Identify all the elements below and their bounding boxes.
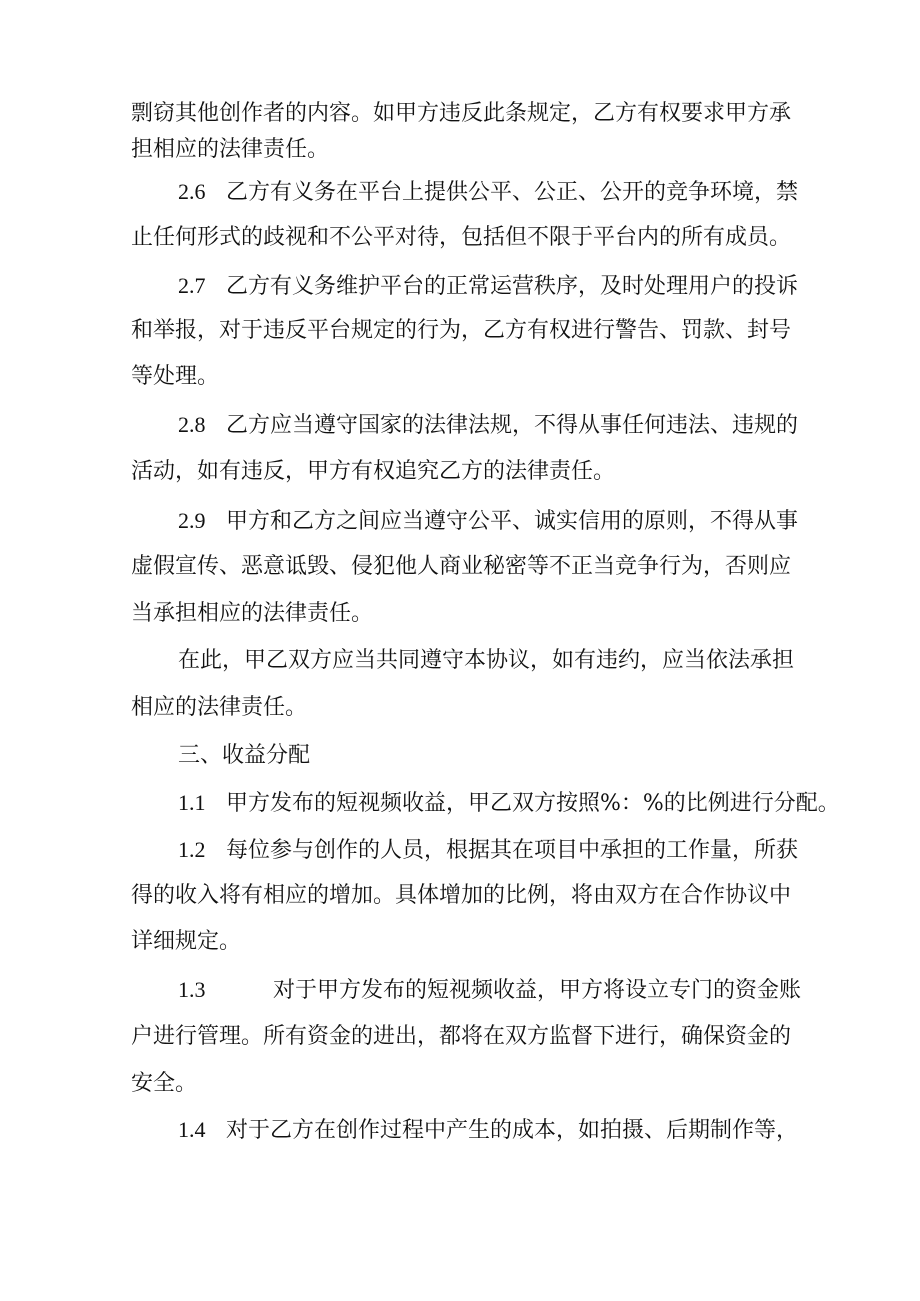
clause-text: 乙方有义务维护平台的正常运营秩序，及时处理用户的投诉	[226, 274, 799, 299]
clause-number: 2.6	[178, 179, 206, 204]
clause-text: 乙方应当遵守国家的法律法规，不得从事任何违法、违规的	[226, 413, 799, 438]
text-line: 得的收入将有相应的增加。具体增加的比例，将由双方在合作协议中	[131, 883, 792, 908]
clause-1-1	[0, 783, 840, 823]
text-line: 活动，如有违反，甲方有权追究乙方的法律责任。	[131, 459, 616, 484]
clause-2-9	[0, 501, 799, 541]
clause-number: 2.7	[178, 273, 206, 298]
clause-1-3	[0, 970, 802, 1010]
text-line: 等处理。	[131, 364, 220, 389]
clause-1-2	[0, 830, 799, 870]
text-line: 和举报，对于违反平台规定的行为，乙方有权进行警告、罚款、封号	[131, 318, 792, 343]
clause-2-7	[0, 266, 799, 306]
clause-text: 对于乙方在创作过程中产生的成本，如拍摄、后期制作等，	[226, 1118, 799, 1143]
clause-number: 2.9	[178, 508, 206, 533]
clause-number: 2.8	[178, 412, 206, 437]
text-line: 安全。	[131, 1071, 198, 1096]
clause-number: 1.2	[178, 837, 206, 862]
text-line: 剽窃其他创作者的内容。如甲方违反此条规定，乙方有权要求甲方承	[131, 101, 792, 126]
text-line: 担相应的法律责任。	[131, 137, 330, 162]
clause-text: 甲方发布的短视频收益，甲乙双方按照%：%的比例进行分配。	[226, 791, 840, 816]
clause-number: 1.1	[178, 790, 206, 815]
text-line: 当承担相应的法律责任。	[131, 601, 374, 626]
clause-text: 对于甲方发布的短视频收益，甲方将设立专门的资金账	[273, 978, 802, 1003]
text-line: 止任何形式的歧视和不公平对待，包括但不限于平台内的所有成员。	[131, 225, 792, 250]
clause-number: 1.3	[178, 977, 206, 1002]
clause-text: 甲方和乙方之间应当遵守公平、诚实信用的原则，不得从事	[226, 509, 799, 534]
section-heading: 三、收益分配	[178, 743, 311, 768]
text-line: 相应的法律责任。	[131, 695, 308, 720]
text-line: 户进行管理。所有资金的进出，都将在双方监督下进行，确保资金的	[131, 1024, 792, 1049]
clause-2-8	[0, 405, 799, 445]
clause-number: 1.4	[178, 1117, 206, 1142]
text-line: 在此，甲乙双方应当共同遵守本协议，如有违约，应当依法承担	[178, 648, 795, 673]
clause-text: 每位参与创作的人员，根据其在项目中承担的工作量，所获	[226, 838, 799, 863]
text-line: 虚假宣传、恶意诋毁、侵犯他人商业秘密等不正当竞争行为，否则应	[131, 554, 792, 579]
clause-2-6	[0, 172, 799, 212]
text-line: 详细规定。	[131, 929, 242, 954]
clause-text: 乙方有义务在平台上提供公平、公正、公开的竞争环境，禁	[226, 180, 799, 205]
clause-1-4	[0, 1110, 799, 1150]
